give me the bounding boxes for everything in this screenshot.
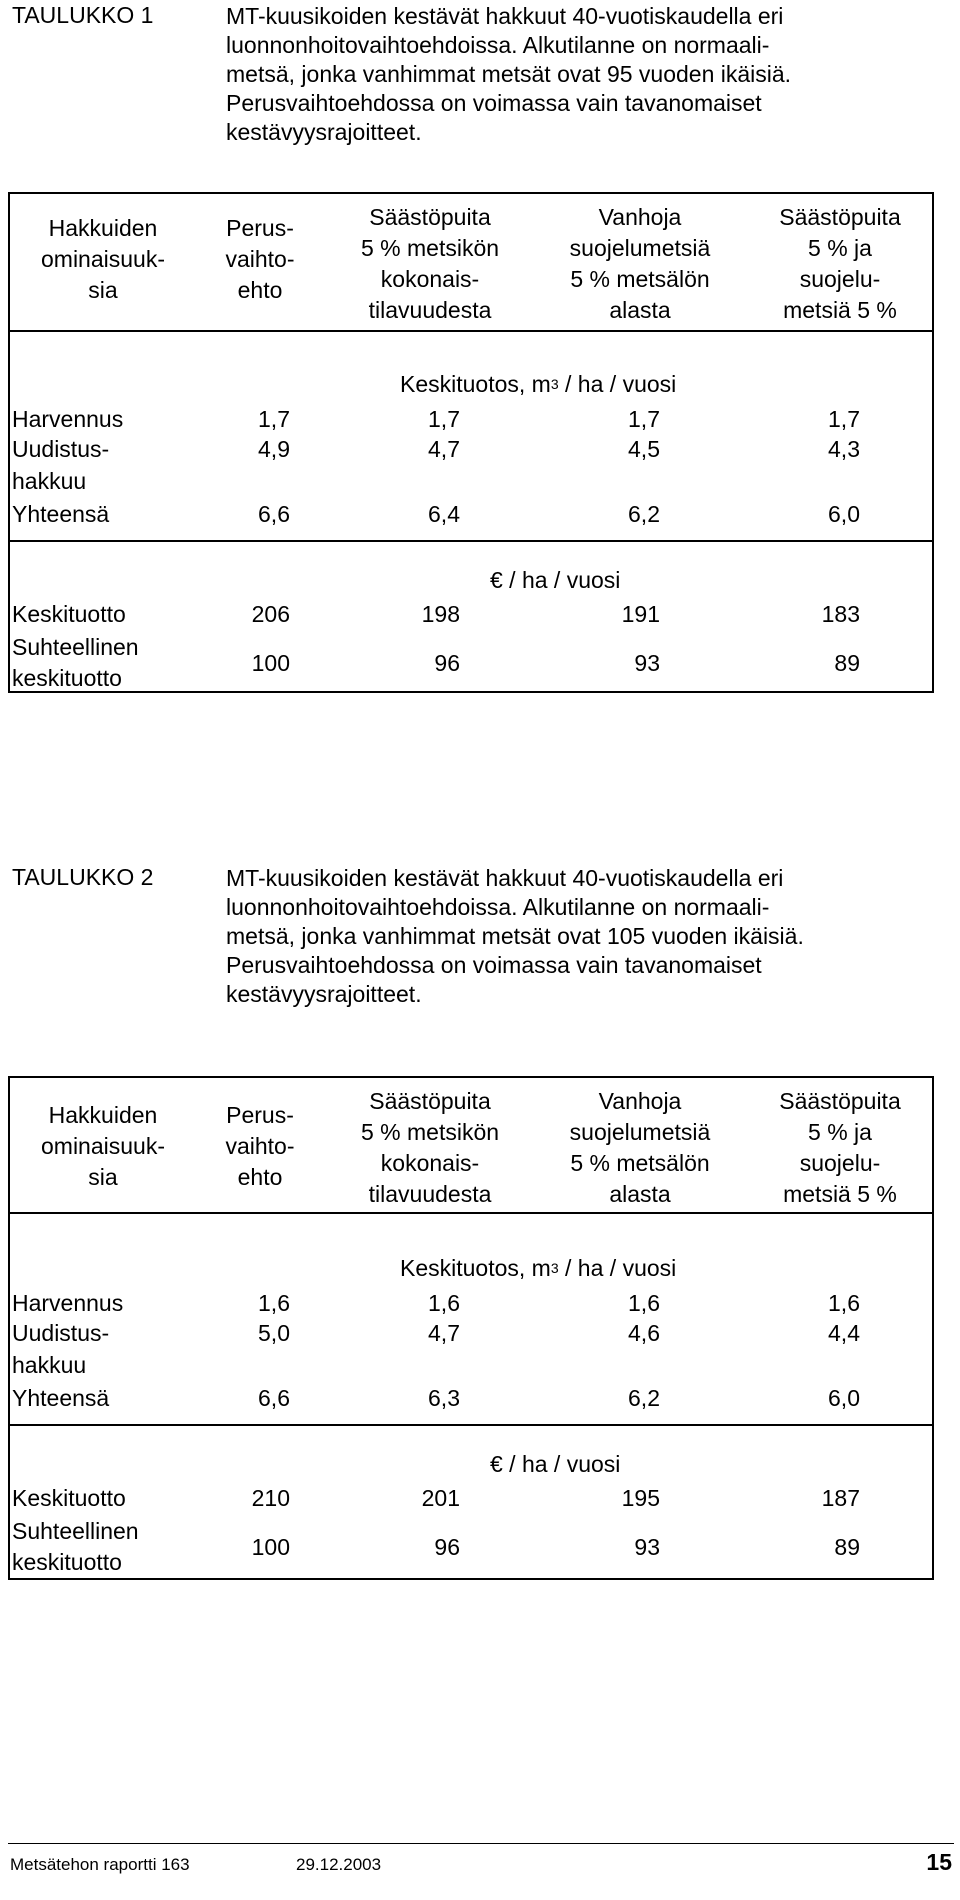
cell-value: 201 — [421, 1485, 460, 1511]
cell-value: 5,0 — [258, 1320, 290, 1346]
row-label-thinning: Harvennus — [12, 1290, 124, 1316]
column-header-retention-trees: Säästöpuita 5 % metsikön kokonais- tilavuudesta — [360, 1088, 500, 1207]
row-label-regeneration-cont: hakkuu — [12, 1352, 87, 1378]
row-label-avg-yield: Keskituotto — [12, 1485, 126, 1511]
column-header-features: Hakkuiden ominaisuuk- sia — [41, 215, 165, 303]
cell-value: 6,6 — [258, 501, 290, 527]
header-separator — [8, 330, 934, 332]
row-label-total: Yhteensä — [12, 1385, 110, 1411]
header-separator — [8, 1212, 934, 1214]
cell-value: 89 — [834, 1534, 860, 1560]
cell-value: 1,7 — [258, 406, 290, 432]
column-header-features: Hakkuiden ominaisuuk- sia — [41, 1102, 165, 1190]
cell-value: 1,7 — [628, 406, 660, 432]
table-border-left — [8, 1076, 10, 1580]
cell-value: 6,3 — [428, 1385, 460, 1411]
table-border-bottom — [8, 1578, 934, 1580]
cell-value: 191 — [621, 601, 660, 627]
cell-value: 1,6 — [428, 1290, 460, 1316]
column-header-base: Perus- vaihto- ehto — [225, 215, 295, 303]
row-label-relative-yield: Suhteellinen — [12, 634, 139, 660]
row-label-relative-yield-cont: keskituotto — [12, 665, 122, 691]
cell-value: 6,6 — [258, 1385, 290, 1411]
table-label: TAULUKKO 2 — [12, 864, 154, 890]
table-border-right — [932, 1076, 934, 1580]
table-border-top — [8, 192, 934, 194]
table-label: TAULUKKO 1 — [12, 2, 154, 28]
footer-date: 29.12.2003 — [296, 1855, 382, 1874]
cell-value: 6,2 — [628, 1385, 660, 1411]
cell-value: 198 — [421, 601, 460, 627]
cell-value: 1,6 — [258, 1290, 290, 1316]
column-header-combined: Säästöpuita 5 % ja suojelu- metsiä 5 % — [779, 1088, 901, 1207]
column-header-combined: Säästöpuita 5 % ja suojelu- metsiä 5 % — [779, 204, 901, 323]
row-label-regeneration: Uudistus- — [12, 436, 110, 462]
volume-unit-label: Keskituotos, $m^3$ / ha / vuosi — [400, 1255, 677, 1281]
cell-value: 96 — [434, 1534, 460, 1560]
cell-value: 4,6 — [628, 1320, 660, 1346]
table-border-top — [8, 1076, 934, 1078]
cell-value: 93 — [634, 650, 660, 676]
table-border-bottom — [8, 691, 934, 693]
row-label-relative-yield-cont: keskituotto — [12, 1549, 122, 1575]
cell-value: 183 — [821, 601, 860, 627]
cell-value: 210 — [251, 1485, 290, 1511]
row-label-thinning: Harvennus — [12, 406, 124, 432]
cell-value: 1,7 — [428, 406, 460, 432]
column-header-base: Perus- vaihto- ehto — [225, 1102, 295, 1190]
table-caption: MT-kuusikoiden kestävät hakkuut 40-vuotiskaudella eri luonnonhoitovaihtoehdoissa. Alkutilanne on normaali- metsä, jonka vanhimmat metsät ovat 105 vuoden ikäisiä. Perusvaihtoehdossa on voimassa vain tavanomaiset kestävyysrajoitteet. — [226, 865, 804, 1007]
row-label-regeneration: Uudistus- — [12, 1320, 110, 1346]
cell-value: 1,6 — [628, 1290, 660, 1316]
cell-value: 100 — [251, 650, 290, 676]
cell-value: 6,0 — [828, 501, 860, 527]
row-label-avg-yield: Keskituotto — [12, 601, 126, 627]
volume-unit-label: Keskituotos, $m^3$ / ha / vuosi — [400, 371, 677, 397]
cell-value: 4,5 — [628, 436, 660, 462]
footer-report-name: Metsätehon raportti 163 — [10, 1855, 190, 1874]
cell-value: 4,7 — [428, 1320, 460, 1346]
cell-value: 206 — [251, 601, 290, 627]
money-unit-label: € / ha / vuosi — [490, 567, 621, 593]
money-unit-label: € / ha / vuosi — [490, 1451, 621, 1477]
cell-value: 1,6 — [828, 1290, 860, 1316]
cell-value: 4,3 — [828, 436, 860, 462]
cell-value: 96 — [434, 650, 460, 676]
table-caption: MT-kuusikoiden kestävät hakkuut 40-vuotiskaudella eri luonnonhoitovaihtoehdoissa. Alkutilanne on normaali- metsä, jonka vanhimmat metsät ovat 95 vuoden ikäisiä. Perusvaihtoehdossa on voimassa vain tavanomaiset kestävyysrajoitteet. — [226, 3, 792, 145]
cell-value: 6,0 — [828, 1385, 860, 1411]
section-separator — [8, 540, 934, 542]
row-label-relative-yield: Suhteellinen — [12, 1518, 139, 1544]
row-label-total: Yhteensä — [12, 501, 110, 527]
cell-value: 1,7 — [828, 406, 860, 432]
cell-value: 100 — [251, 1534, 290, 1560]
page-number: 15 — [926, 1849, 952, 1875]
cell-value: 4,7 — [428, 436, 460, 462]
cell-value: 4,9 — [258, 436, 290, 462]
section-separator — [8, 1424, 934, 1426]
column-header-protection-forests: Vanhoja suojelumetsiä 5 % metsälön alasta — [569, 204, 711, 323]
cell-value: 4,4 — [828, 1320, 860, 1346]
row-label-regeneration-cont: hakkuu — [12, 468, 87, 494]
table-border-left — [8, 192, 10, 693]
cell-value: 89 — [834, 650, 860, 676]
footer-rule — [8, 1843, 954, 1844]
column-header-protection-forests: Vanhoja suojelumetsiä 5 % metsälön alasta — [569, 1088, 711, 1207]
cell-value: 187 — [821, 1485, 860, 1511]
table-border-right — [932, 192, 934, 693]
cell-value: 6,2 — [628, 501, 660, 527]
column-header-retention-trees: Säästöpuita 5 % metsikön kokonais- tilavuudesta — [360, 204, 500, 323]
cell-value: 6,4 — [428, 501, 460, 527]
cell-value: 93 — [634, 1534, 660, 1560]
cell-value: 195 — [621, 1485, 660, 1511]
